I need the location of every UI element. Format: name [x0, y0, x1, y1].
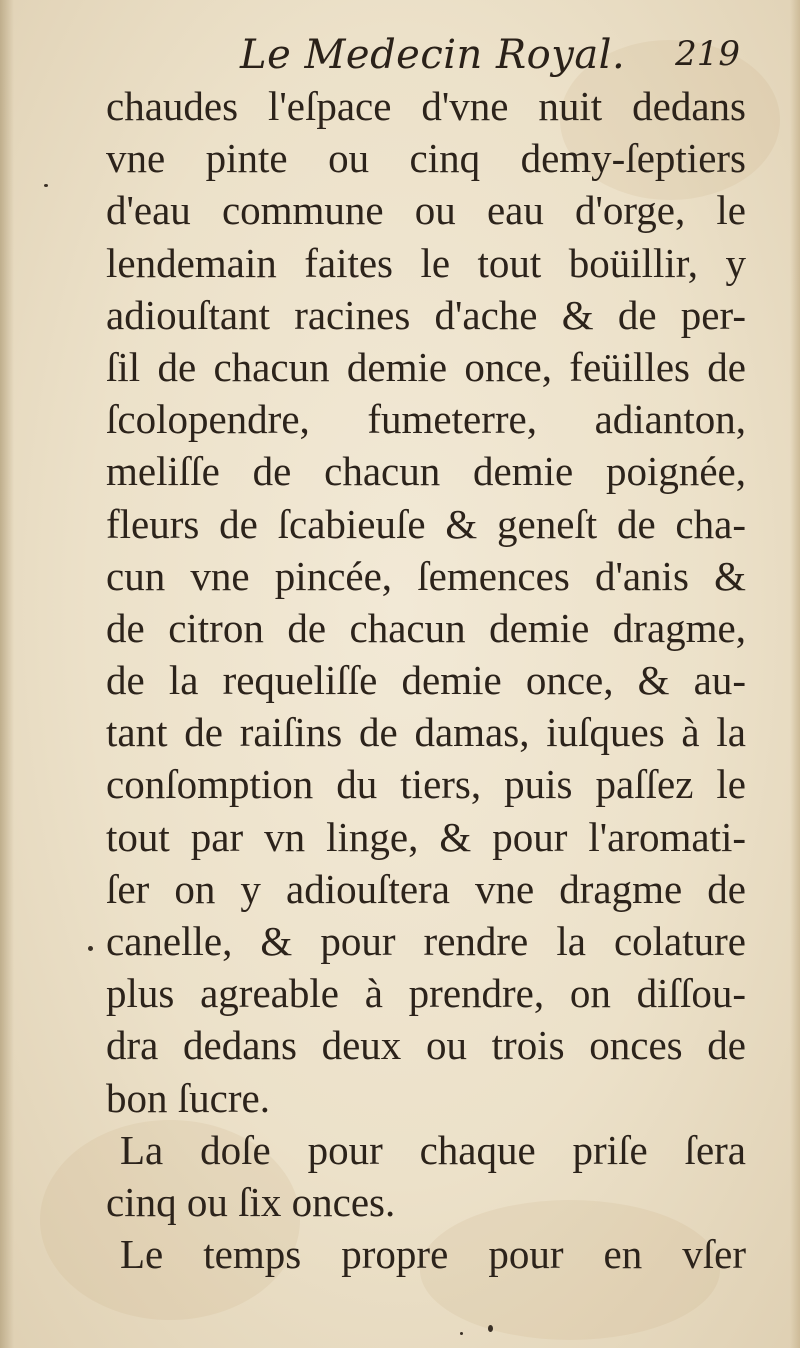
- text-line: Le temps propre pour en vſer: [120, 1231, 746, 1278]
- running-title: Le Medecin Royal.: [240, 32, 626, 78]
- text-line: tout par vn linge, & pour l'aromati-: [106, 813, 746, 860]
- text-line: chaudes l'eſpace d'vne nuit dedans: [106, 83, 746, 129]
- text-line: cinq ou ſix onces.: [106, 1178, 396, 1225]
- text-line: ſil de chacun demie once, feüilles de: [106, 343, 746, 390]
- text-line: vne pinte ou cinq demy-ſeptiers: [106, 135, 746, 182]
- text-line: fleurs de ſcabieuſe & geneſt de cha-: [106, 500, 746, 547]
- page-right-shadow: [790, 0, 800, 1348]
- text-line: d'eau commune ou eau d'orge, le: [106, 187, 746, 234]
- text-line: dra dedans deux ou trois onces de: [106, 1022, 746, 1069]
- text-line: bon ſucre.: [106, 1074, 270, 1121]
- ink-speck: [88, 946, 93, 951]
- text-line: ſer on y adiouſtera vne dragme de: [106, 865, 746, 912]
- text-line: plus agreable à prendre, on diſſou-: [106, 970, 746, 1017]
- text-line: lendemain faites le tout boüillir, y: [106, 239, 746, 286]
- text-line: ſcolopendre, fumeterre, adianton,: [106, 396, 746, 443]
- ink-speck: [488, 1325, 493, 1332]
- page-number: 219: [675, 34, 740, 74]
- text-line: de citron de chacun demie dragme,: [106, 604, 746, 651]
- text-line: de la requeliſſe demie once, & au-: [106, 657, 746, 704]
- text-line: cun vne pincée, ſemences d'anis &: [106, 552, 746, 599]
- text-line: conſomption du tiers, puis paſſez le: [106, 761, 746, 808]
- text-line: canelle, & pour rendre la colature: [106, 918, 746, 964]
- body-text: [106, 80, 746, 1280]
- page-left-shadow: [0, 0, 14, 1348]
- ink-speck: [44, 184, 48, 187]
- text-line: tant de raiſins de damas, iuſques à la: [106, 709, 746, 756]
- text-line: La doſe pour chaque priſe ſera: [120, 1126, 746, 1173]
- text-line: meliſſe de chacun demie poignée,: [106, 448, 746, 495]
- text-line: adiouſtant racines d'ache & de per-: [106, 291, 746, 338]
- page-header: [240, 30, 740, 86]
- ink-speck: [460, 1332, 463, 1335]
